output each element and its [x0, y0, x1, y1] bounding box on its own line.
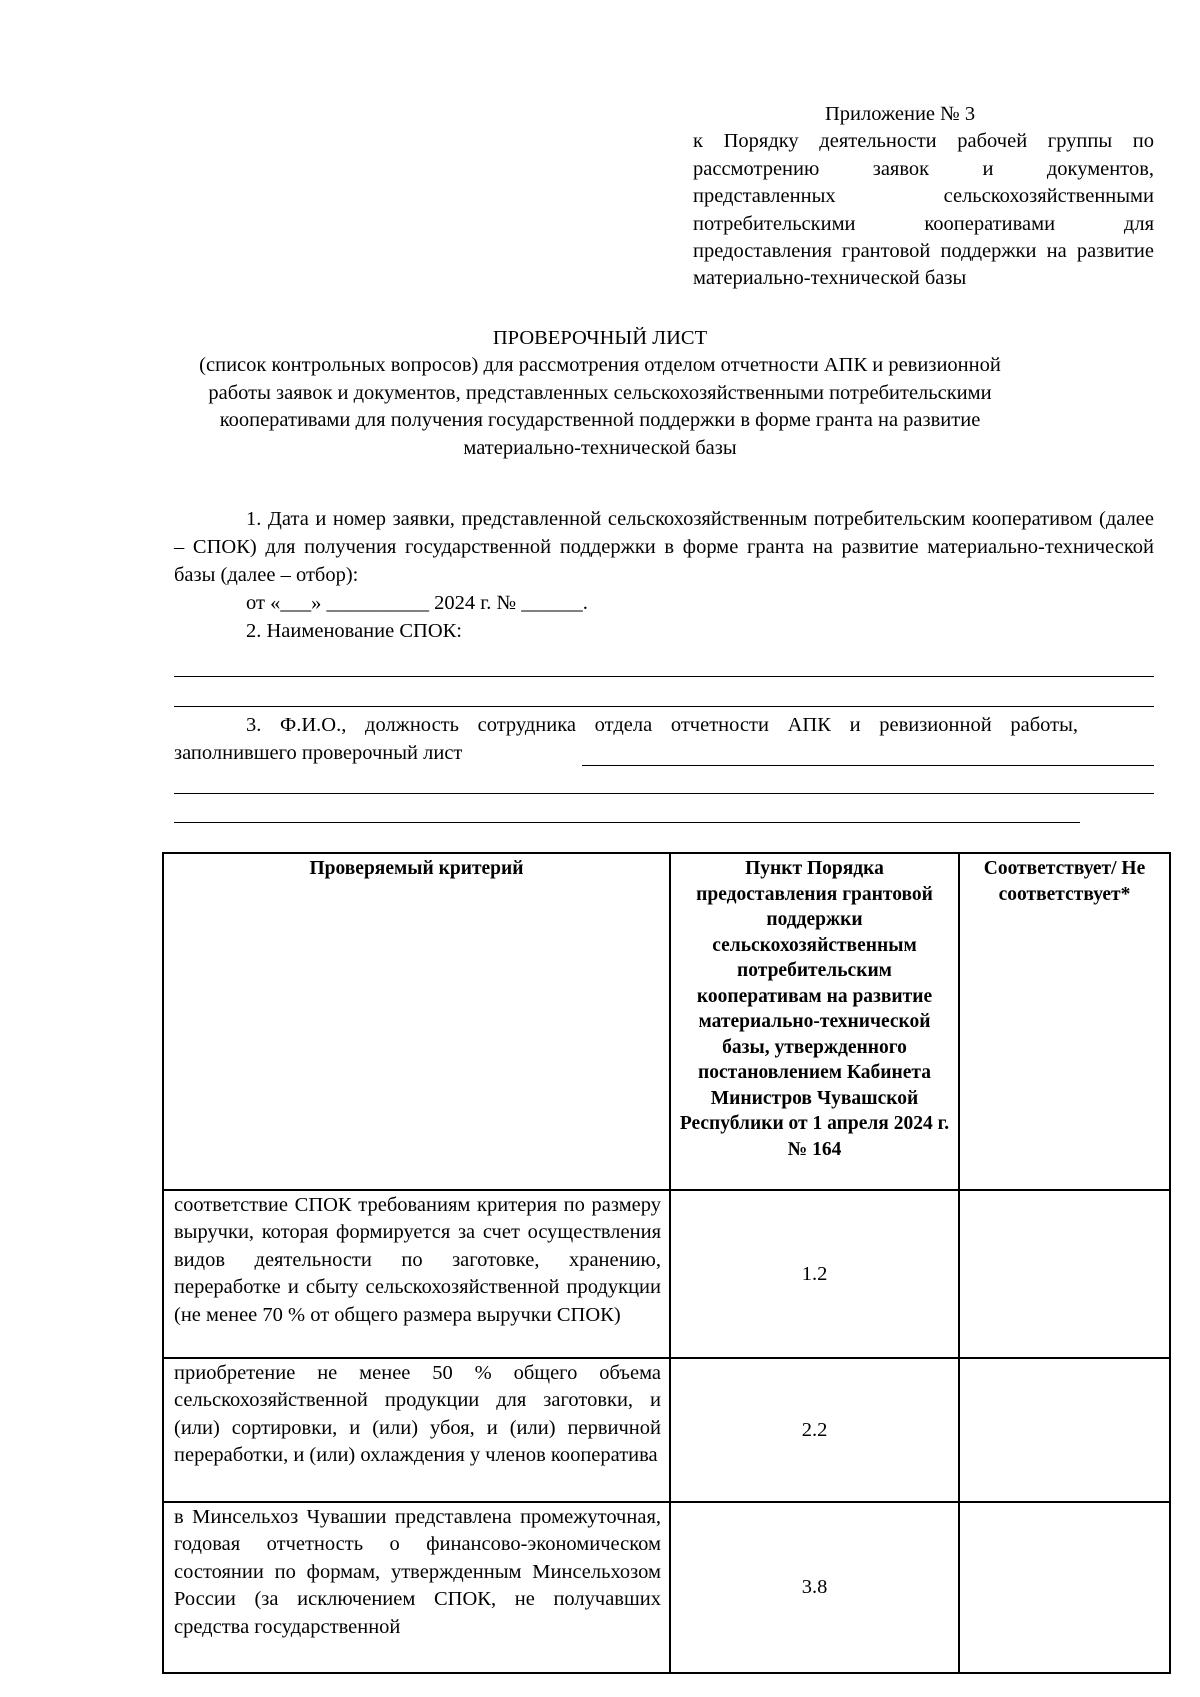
blank-line-fio-2 [174, 793, 1154, 794]
table-row [163, 1358, 1170, 1502]
form-item-1-date-line: от «___» __________ 2024 г. № ______. [246, 592, 588, 614]
table-header-row [163, 853, 1170, 1190]
table-row [163, 1190, 1170, 1358]
title-subtitle: (список контрольных вопросов) для рассмотрения отделом отчетности АПК и ревизионной работы заявок и документов, представленных сельскохозяйственными потребительскими кооперативами для получения государственной поддержки в форме гранта на развитие материально-технической базы [199, 354, 1001, 459]
clause-cell: 1.2 [670, 1190, 959, 1358]
criterion-cell: приобретение не менее 50 % общего объема сельскохозяйственной продукции для заготовки, и (или) сортировки, и (или) убоя, и (или) первичной переработки, и (или) охлаждения у членов кооператива [163, 1358, 670, 1502]
form-item-2: 2. Наименование СПОК: [246, 620, 462, 642]
clause-cell: 2.2 [670, 1358, 959, 1502]
header-clause: Пункт Порядка предоставления грантовой поддержки сельскохозяйственным потребительским кооперативам на развитие материально-технической базы, утвержденного постановлением Кабинета Министров Чувашской Республики от 1 апреля 2024 г. № 164 [670, 853, 959, 1190]
header-criterion: Проверяемый критерий [163, 853, 670, 1190]
blank-line-name-2 [174, 706, 1154, 707]
criterion-cell: соответствие СПОК требованиям критерия по размеру выручки, которая формируется за счет осуществления видов деятельности по заготовке, хранению, переработке и сбыту сельскохозяйственной продукции (не менее 70 % от общего размера выручки СПОК) [163, 1190, 670, 1358]
form-item-1: 1. Дата и номер заявки, представленной сельскохозяйственным потребительским кооперативом (далее – СПОК) для получения государственной поддержки в форме гранта на развитие материально-технической базы (далее – отбор): [174, 508, 1154, 586]
title-heading: ПРОВЕРОЧНЫЙ ЛИСТ [492, 327, 708, 349]
blank-line-fio-3 [174, 822, 1080, 823]
result-cell[interactable] [959, 1502, 1170, 1673]
result-cell[interactable] [959, 1358, 1170, 1502]
criterion-cell: в Минсельхоз Чувашии представлена промежуточная, годовая отчетность о финансово-экономическом состоянии по формам, утвержденным Минсельхозом России (за исключением СПОК, не получавших средства государственной [163, 1502, 670, 1673]
blank-line-fio-1 [582, 765, 1154, 766]
header-result: Соответствует/ Не соответствует* [959, 853, 1170, 1190]
clause-cell: 3.8 [670, 1502, 959, 1673]
document-title [170, 325, 1030, 462]
table-row [163, 1502, 1170, 1673]
result-cell[interactable] [959, 1190, 1170, 1358]
annex-text: к Порядку деятельности рабочей группы по рассмотрению заявок и документов, представленных сельскохозяйственными потребительскими кооперативами для предоставления грантовой поддержки на развитие материально-технической базы [693, 130, 1154, 290]
form-item-3: 3. Ф.И.О., должность сотрудника отдела отчетности АПК и ревизионной работы, заполнившего проверочный лист [174, 714, 1078, 764]
annex-block [693, 101, 1154, 293]
annex-number: Приложение № 3 [825, 103, 976, 125]
criteria-table [162, 852, 1171, 1674]
blank-line-name-1 [174, 676, 1154, 677]
